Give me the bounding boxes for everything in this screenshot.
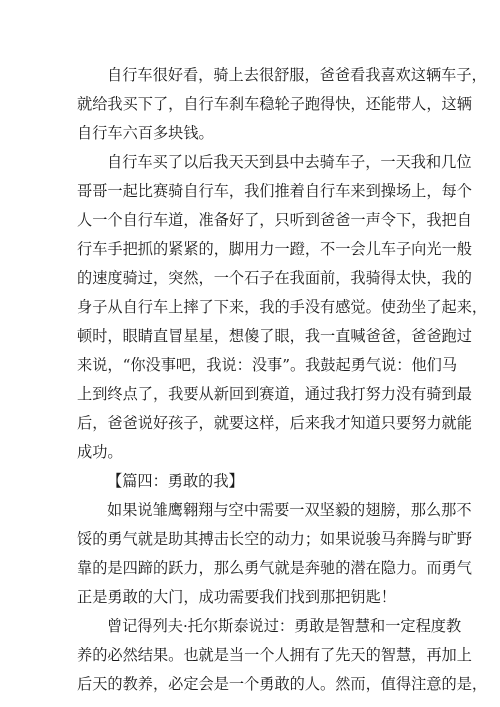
text-line: 成功。 bbox=[77, 443, 123, 461]
text-line: 后天的教养，必定会是一个勇敢的人。然而，值得注意的是， bbox=[77, 675, 488, 693]
text-line: 来说，“你没事吧，我说：没事”。我鼓起勇气说：他们马 bbox=[77, 356, 458, 374]
text-line: 靠的是四蹄的跃力，那么勇气就是奔驰的潜在隐力。而勇气 bbox=[77, 559, 472, 577]
text-line: 后，爸爸说好孩子，就要这样，后来我才知道只要努力就能 bbox=[77, 414, 472, 432]
text-line: 正是勇敢的大门，成功需要我们找到那把钥匙！ bbox=[77, 588, 396, 606]
text-line: 上到终点了，我要从新回到赛道，通过我打努力没有骑到最 bbox=[77, 385, 472, 403]
text-line: 馁的勇气就是助其搏击长空的动力；如果说骏马奔腾与旷野 bbox=[77, 530, 472, 548]
text-line: 自行车六百多块钱。 bbox=[77, 124, 214, 142]
text-line: 就给我买下了，自行车刹车稳轮子跑得快，还能带人，这辆 bbox=[77, 95, 472, 113]
text-line: 哥哥一起比赛骑自行车，我们推着自行车来到操场上，每个 bbox=[77, 182, 472, 200]
text-line: 曾记得列夫·托尔斯泰说过：勇敢是智慧和一定程度教 bbox=[107, 617, 462, 635]
text-line: 的速度骑过，突然，一个石子在我面前，我骑得太快，我的 bbox=[77, 269, 472, 287]
text-line: 自行车买了以后我天天到县中去骑车子，一天我和几位 bbox=[107, 153, 472, 171]
text-line: 行车手把抓的紧紧的，脚用力一蹬，不一会儿车子向光一般 bbox=[77, 240, 472, 258]
section-heading: 【篇四：勇敢的我】 bbox=[107, 472, 244, 490]
text-line: 身子从自行车上摔了下来，我的手没有感觉。使劲坐了起来， bbox=[77, 298, 488, 316]
text-line: 如果说雏鹰翱翔与空中需要一双坚毅的翅膀，那么那不 bbox=[107, 501, 472, 519]
text-line: 自行车很好看，骑上去很舒服，爸爸看我喜欢这辆车子， bbox=[107, 66, 487, 84]
text-line: 养的必然结果。也就是当一个人拥有了先天的智慧，再加上 bbox=[77, 646, 472, 664]
text-line: 人一个自行车道，准备好了，只听到爸爸一声令下，我把自 bbox=[77, 211, 472, 229]
text-line: 顿时，眼睛直冒星星，想傻了眼，我一直喊爸爸，爸爸跑过 bbox=[77, 327, 472, 345]
